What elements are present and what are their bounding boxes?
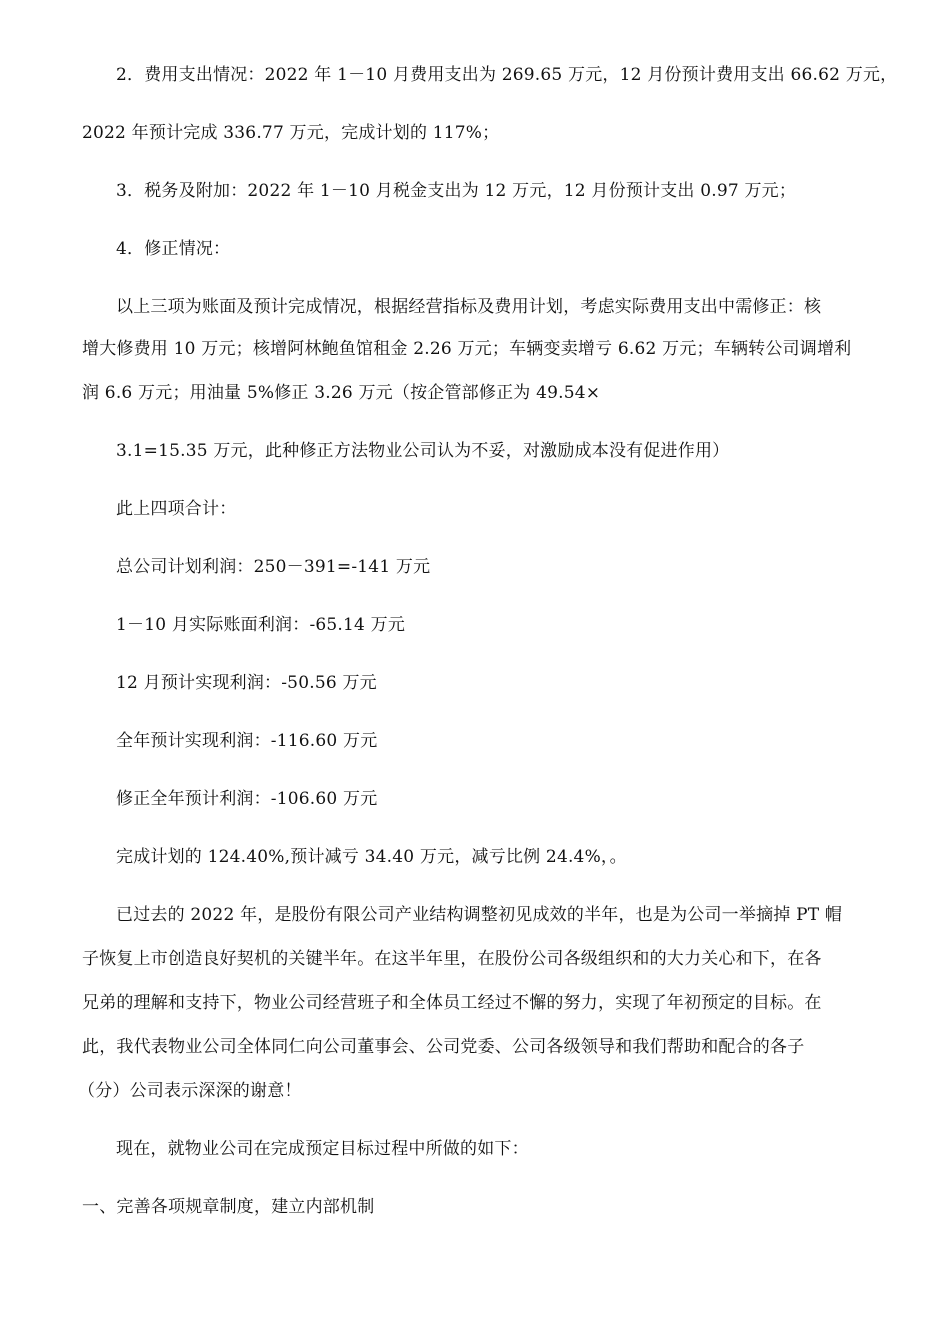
text-line: 2．费用支出情况：2022 年 1－10 月费用支出为 269.65 万元，12 月份预计费用支出 66.62 万元，: [116, 65, 898, 85]
section-heading: 一、完善各项规章制度，建立内部机制: [82, 1197, 375, 1217]
text-line: 总公司计划利润：250－391=-141 万元: [116, 557, 431, 577]
text-line: 兄弟的理解和支持下，物业公司经营班子和全体员工经过不懈的努力，实现了年初预定的目标。在: [82, 993, 822, 1013]
text-line: 完成计划的 124.40%,预计减亏 34.40 万元，减亏比例 24.4%，。: [116, 847, 627, 867]
text-line: 增大修费用 10 万元；核增阿林鲍鱼馆租金 2.26 万元；车辆变卖增亏 6.62 万元；车辆转公司调增利: [82, 339, 852, 359]
text-line: 1－10 月实际账面利润：-65.14 万元: [116, 615, 406, 635]
text-line: （分）公司表示深深的谢意！: [78, 1081, 302, 1101]
text-line: 润 6.6 万元；用油量 5%修正 3.26 万元（按企管部修正为 49.54×: [82, 383, 601, 403]
text-line: 全年预计实现利润：-116.60 万元: [116, 731, 378, 751]
text-line: 2022 年预计完成 336.77 万元，完成计划的 117%；: [82, 123, 500, 143]
text-line: 子恢复上市创造良好契机的关键半年。在这半年里，在股份公司各级组织和的大力关心和下，在各: [82, 949, 822, 969]
text-line: 此，我代表物业公司全体同仁向公司董事会、公司党委、公司各级领导和我们帮助和配合的各子: [82, 1037, 805, 1057]
text-line: 已过去的 2022 年，是股份有限公司产业结构调整初见成效的半年，也是为公司一举摘掉 PT 帽: [116, 905, 843, 925]
text-line: 12 月预计实现利润：-50.56 万元: [116, 673, 377, 693]
text-line: 以上三项为账面及预计完成情况，根据经营指标及费用计划，考虑实际费用支出中需修正：核: [116, 297, 822, 317]
text-line: 现在，就物业公司在完成预定目标过程中所做的如下：: [116, 1139, 529, 1159]
text-line: 4．修正情况：: [116, 239, 231, 259]
text-line: 3．税务及附加：2022 年 1－10 月税金支出为 12 万元，12 月份预计支出 0.97 万元；: [116, 181, 797, 201]
text-line: 3.1=15.35 万元，此种修正方法物业公司认为不妥，对激励成本没有促进作用）: [116, 441, 730, 461]
text-line: 此上四项合计：: [116, 499, 237, 519]
text-line: 修正全年预计利润：-106.60 万元: [116, 789, 378, 809]
